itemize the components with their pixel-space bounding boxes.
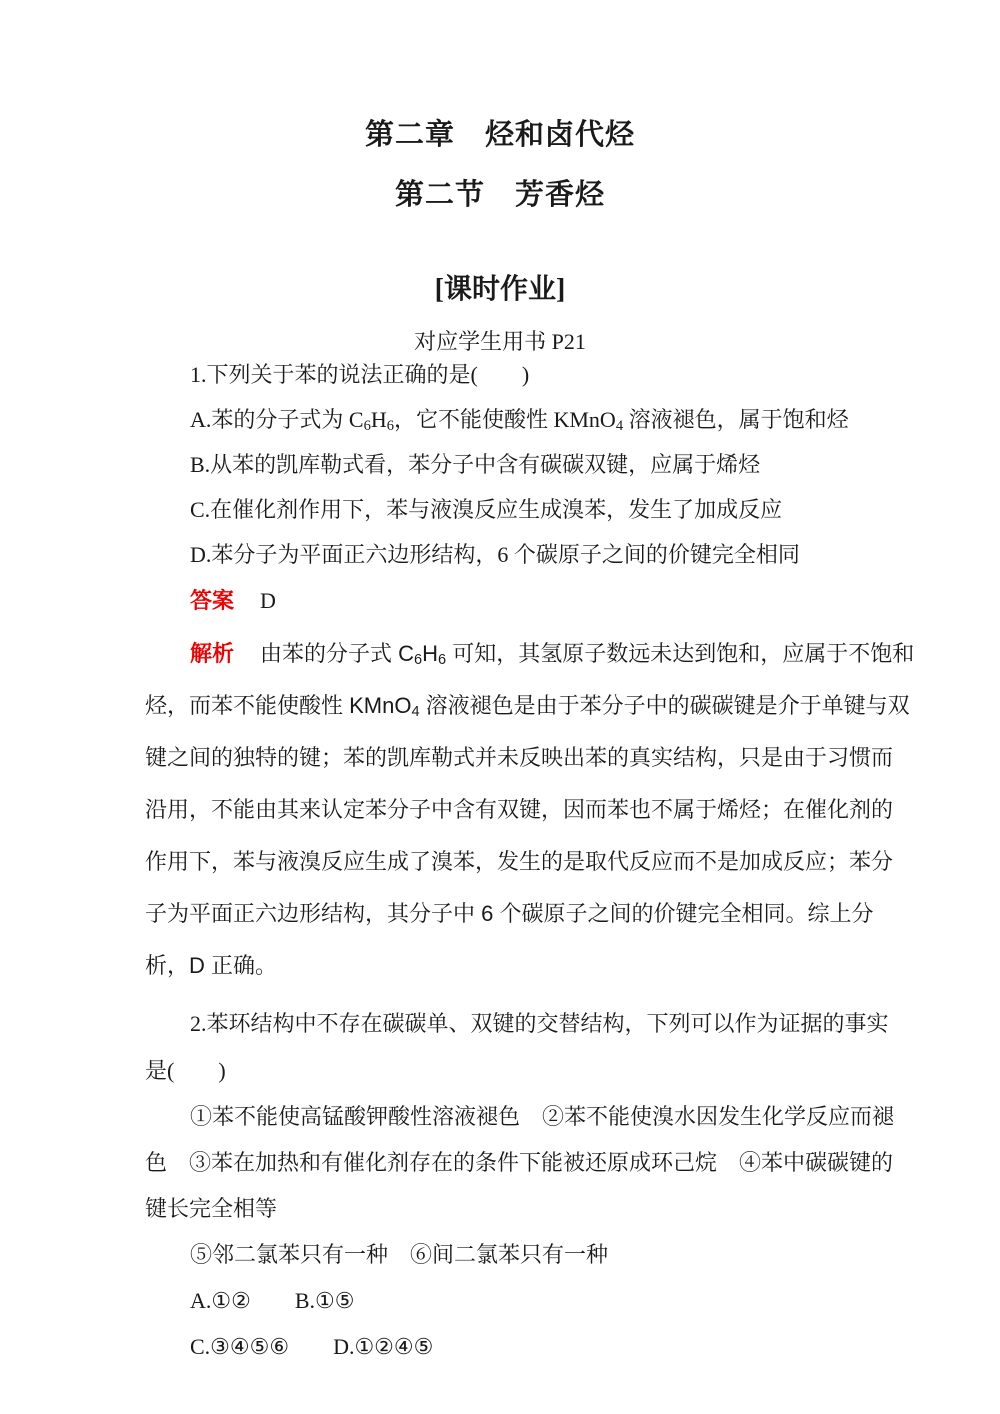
question-1-analysis-line-6: 子为平面正六边形结构，其分子中 6 个碳原子之间的价键完全相同。综上分 (145, 901, 874, 926)
answer-label: 答案 (190, 588, 235, 613)
question-2-stem-line-1: 2.苯环结构中不存在碳碳单、双键的交替结构，下列可以作为证据的事实 (190, 1011, 889, 1036)
analysis-label: 解析 (190, 641, 235, 666)
question-2-choice-row-2: C.③④⑤⑥ D.①②④⑤ (190, 1334, 434, 1359)
question-1-answer (190, 590, 276, 612)
chapter-title: 第二章 烃和卤代烃 (364, 119, 635, 151)
question-1-analysis-line-4: 沿用，不能由其来认定苯分子中含有双键，因而苯也不属于烯烃；在催化剂的 (145, 797, 894, 822)
question-1-option-a: A.苯的分子式为 $C_6H_6$，它不能使酸性 KMnO$_4$ 溶液褪色，属于饱和烃 (190, 407, 849, 435)
question-1-analysis-line-7: 析，D 正确。 (145, 953, 278, 978)
question-1-analysis-line-3: 键之间的独特的键；苯的凯库勒式并未反映出苯的真实结构，只是由于习惯而 (145, 745, 894, 770)
textbook-reference: 对应学生用书 P21 (414, 329, 586, 354)
answer-value: D (260, 588, 276, 613)
question-1-analysis-line-5: 作用下，苯与液溴反应生成了溴苯，发生的是取代反应而不是加成反应；苯分 (145, 849, 894, 874)
question-1-option-d: D.苯分子为平面正六边形结构，6 个碳原子之间的价键完全相同 (190, 542, 800, 567)
question-2-statement-line-4: ⑤邻二氯苯只有一种 ⑥间二氯苯只有一种 (190, 1242, 609, 1267)
question-2-statement-line-2: 色 ③苯在加热和有催化剂存在的条件下能被还原成环己烷 ④苯中碳碳键的 (145, 1150, 894, 1175)
worksheet-label: [课时作业] (434, 274, 566, 305)
question-2-stem-line-2: 是( ) (145, 1058, 226, 1083)
question-2-statement-line-1: ①苯不能使高锰酸钾酸性溶液褪色 ②苯不能使溴水因发生化学反应而褪 (190, 1104, 895, 1129)
section-title: 第二节 芳香烃 (394, 179, 605, 211)
question-1-option-c: C.在催化剂作用下，苯与液溴反应生成溴苯，发生了加成反应 (190, 497, 783, 522)
question-1-analysis-line-1: 解析 由苯的分子式 $C_6H_6$ 可知，其氢原子数远未达到饱和，应属于不饱和 (190, 641, 915, 669)
question-2-choice-row-1: A.①② B.①⑤ (190, 1288, 355, 1313)
question-1-stem: 1.下列关于苯的说法正确的是( ) (190, 362, 530, 387)
question-1-analysis-line-2: 烃，而苯不能使酸性 KMnO$_4$ 溶液褪色是由于苯分子中的碳碳键是介于单键与双 (145, 693, 910, 721)
question-2-statement-line-3: 键长完全相等 (145, 1196, 278, 1221)
question-1-option-b: B.从苯的凯库勒式看，苯分子中含有碳碳双键，应属于烯烃 (190, 452, 761, 477)
